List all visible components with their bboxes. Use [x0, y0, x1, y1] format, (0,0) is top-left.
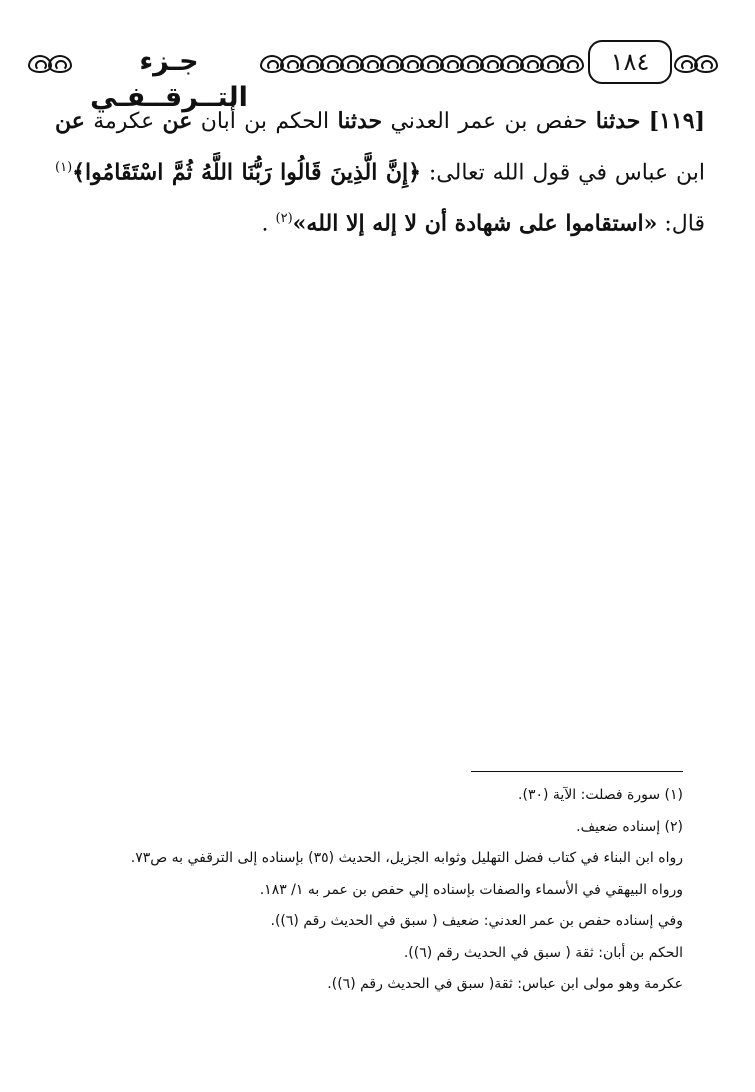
narration-word: عن — [55, 108, 85, 134]
ornament-icon — [48, 55, 72, 73]
narration-word: عن — [162, 108, 193, 134]
footnote-line: الحكم بن أبان: ثقة ( سبق في الحديث رقم (٦)). — [403, 944, 683, 961]
footnotes — [83, 780, 683, 1001]
left-ornament — [28, 50, 68, 78]
narrator-name: عكرمة — [93, 109, 155, 134]
book-title: جـزء التــرقــفـي — [90, 46, 248, 113]
narration-text: ابن عباس في قول الله تعالى: — [428, 160, 706, 186]
hadith-quote: «استقاموا على شهادة أن لا إله إلا الله» — [292, 210, 658, 237]
footnote-line: ورواه البيهقي في الأسماء والصفات بإسناده إلي حفص بن عمر به ١/ ١٨٣. — [259, 881, 683, 898]
page-number: ١٨٤ — [588, 40, 672, 84]
page-header — [28, 40, 728, 113]
narration-word: حدثنا — [595, 108, 641, 134]
footnote-line: (٢) إسناده ضعيف. — [576, 818, 683, 835]
narrator-name: الحكم بن أبان — [200, 109, 330, 134]
ornament-icon — [560, 55, 584, 73]
hadith-number: [١١٩] — [648, 108, 705, 134]
footnote-marker: (٢) — [275, 211, 293, 227]
narrator-name: حفص بن عمر العدني — [390, 109, 588, 134]
right-ornament — [674, 50, 714, 78]
ornament-icon — [694, 55, 718, 73]
footnote-line: رواه ابن البناء في كتاب فضل التهليل وثوابه الجزيل، الحديث (٣٥) بإسناده إلى الترقفي به ص٧٣. — [130, 850, 683, 866]
narration-word: حدثنا — [337, 108, 383, 134]
footnote-marker: (١) — [55, 160, 73, 175]
middle-ornament — [260, 50, 580, 78]
quran-verse: ﴿إِنَّ الَّذِينَ قَالُوا رَبُّنَا اللَّهُ ثُمَّ اسْتَقَامُوا﴾ — [72, 159, 422, 186]
footnote-divider — [471, 771, 683, 772]
footnote-line: وفي إسناده حفص بن عمر العدني: ضعيف ( سبق في الحديث رقم (٦)). — [270, 913, 683, 929]
end-mark: . — [261, 211, 269, 237]
footnote-line: عكرمة وهو مولى ابن عباس: ثقة( سبق في الحديث رقم (٦)). — [327, 976, 683, 992]
hadith-text — [55, 98, 705, 248]
said-word: قال: — [664, 211, 705, 237]
footnote-line: (١) سورة فصلت: الآية (٣٠). — [518, 787, 683, 803]
